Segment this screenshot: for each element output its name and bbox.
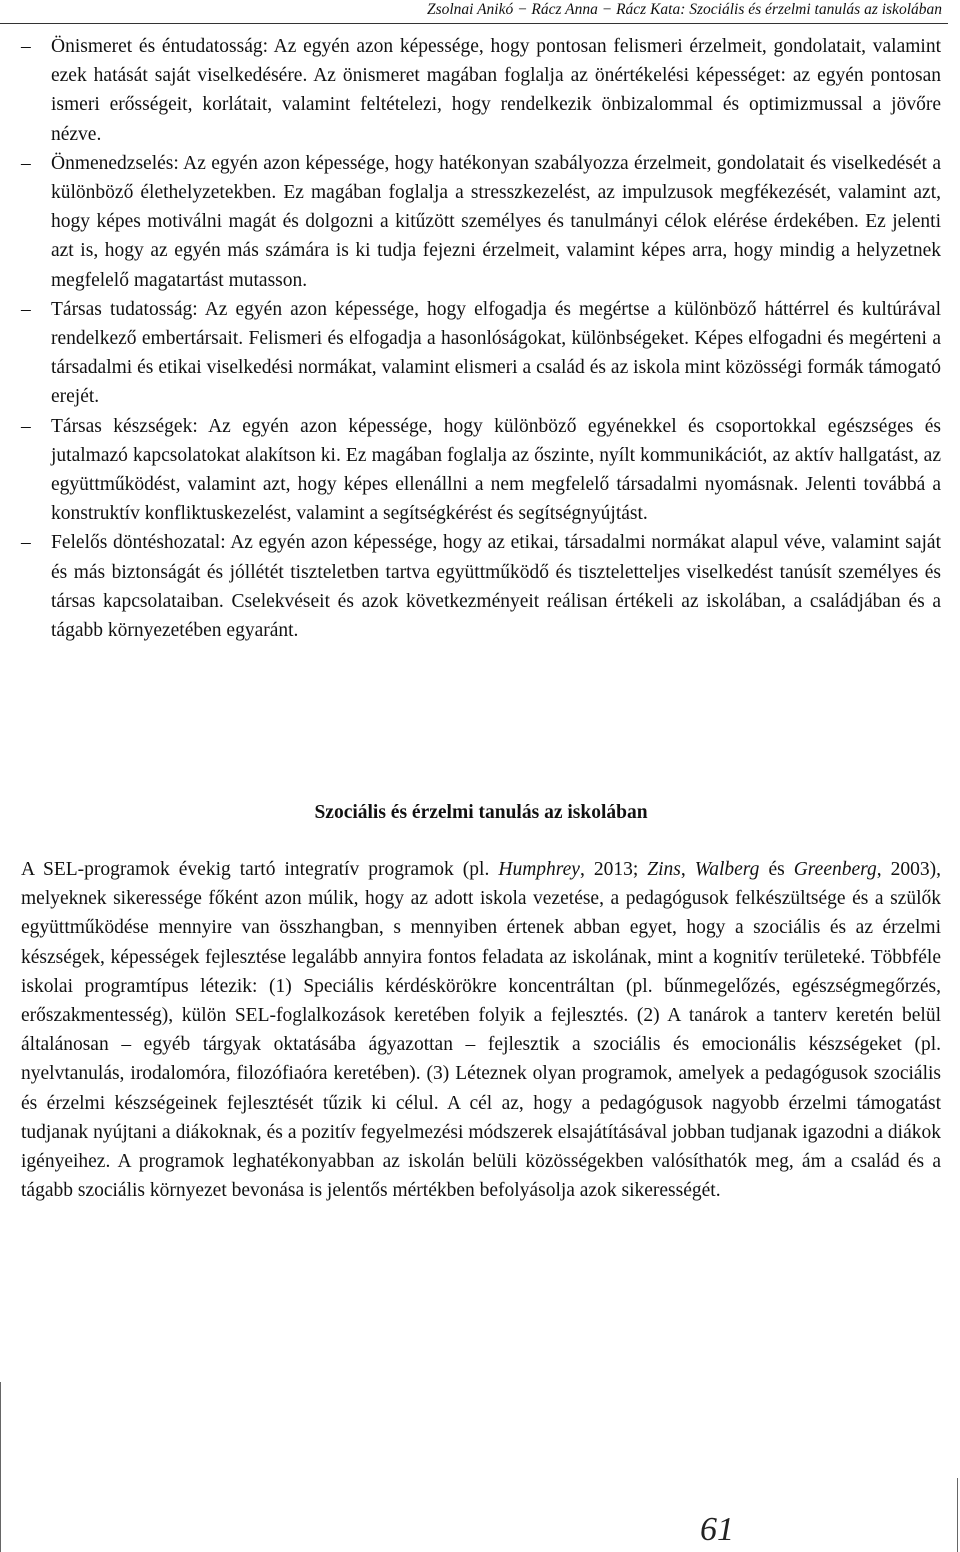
list-item-social-awareness [21, 295, 941, 412]
running-title: Zsolnai Anikó − Rácz Anna − Rácz Kata: Szociális és érzelmi tanulás az iskolában [426, 1, 942, 18]
paragraph-text: , [680, 859, 695, 880]
list-item-self-management [21, 149, 941, 295]
margin-rule-left [0, 1382, 1, 1552]
list-dash: – [21, 152, 31, 174]
page-number: 61 [700, 1511, 734, 1548]
list-item-responsible-decision-making [21, 528, 941, 645]
list-dash: – [21, 415, 31, 437]
paragraph-text: , 2013; [579, 859, 648, 880]
list-item-text: Önmenedzselés: Az egyén azon képessége, hogy hatékonyan szabályozza érzelmeit, gondolatait és viselkedését a különböző élethelyzetekben. Ez magában foglalja a stresszkezelést, az impulzusok megfékezését, valamint azt, hogy képes motiválni magát és dolgozni a kitűzött személyes és tanulmányi célok elérése érdekében. Ez jelenti azt is, hogy az egyén más számára is ki tudja fejezni érzelmeit, valamint képes arra, hogy mindig a helyzetnek megfelelő magatartást mutasson. [51, 152, 941, 291]
section-title: Szociális és érzelmi tanulás az iskolában [314, 802, 648, 823]
list-dash: – [21, 532, 31, 554]
citation-author: Greenberg [793, 859, 877, 880]
paragraph-text: és [759, 859, 794, 880]
list-item-text: Társas tudatosság: Az egyén azon képessége, hogy elfogadja és megértse a különböző háttérrel és kultúrával rendelkező embertársait. Felismeri és elfogadja a hasonlóságokat, különbségeket. Képes elfogadni és megérteni a társadalmi és etikai viselkedési normákat, valamint elismeri a család és az iskola mint közösségi formák támogató erejét. [51, 298, 941, 408]
citation-author: Humphrey [498, 859, 580, 880]
header-rule [0, 23, 948, 24]
citation-author: Zins [647, 859, 681, 880]
citation-author: Walberg [694, 859, 760, 880]
list-item-text: Felelős döntéshozatal: Az egyén azon képessége, hogy az etikai, társadalmi normákat alapul véve, valamint saját és más biztonságát és jóllétét tiszteletben tartva együttműködő és tiszteletteljes viselkedést tanúsít személyes és társas kapcsolataiban. Cselekvéseit és azok következményeit reálisan értékeli az iskolában, a családjában és a tágabb környezetében egyaránt. [51, 532, 941, 642]
body-paragraph [21, 855, 941, 1205]
margin-rule-right [957, 1478, 958, 1552]
list-dash: – [21, 298, 31, 320]
list-item-text: Önismeret és éntudatosság: Az egyén azon képessége, hogy pontosan felismeri érzelmeit, gondolatait, valamint ezek hatását saját viselkedésére. Az önismeret magában foglalja az önértékelési képességet: az egyén pontosan ismeri erősségeit, korlátait, valamint feltételezi, hogy rendelkezik önbizalommal és optimizmussal a jövőre nézve. [51, 36, 941, 145]
paragraph-text: , 2003), melyeknek sikeressége főként azon múlik, hogy az adott iskola vezetése, a pedagógusok felkészültsége és a szülők együttműködése mennyire van összhangban, s mennyiben értenek abban egyet, hogy a szociális és az érzelmi készségek, képességek fejlesztése legalább annyira fontos feladata az iskolának, mint a kognitív területeké. Többféle iskolai programtípus létezik: (1) Speciális kérdéskörökre koncentráltan (pl. bűnmegelőzés, egészségmegőrzés, erőszakmentesség), külön SEL-foglalkozások keretében folyik a fejlesztés. (2) A tanárok a tanterv keretén belül általánosan – egyéb tárgyak oktatásába ágyazottan – fejlesztik a szociális és emocionális készségeket (pl. nyelvtanulás, irodalomóra, filozófiaóra keretében). (3) Léteznek olyan programok, amelyek a pedagógusok szociális és érzelmi készségeinek fejlesztését tűzik ki célul. A cél az, hogy a pedagógusok nagyobb érzelmi támogatást tudjanak nyújtani a diákoknak, és a pozitív fegyelmezési módszerek elsajátításával jobban tudjanak igazodni a diákok igényeihez. A programok leghatékonyabban az iskolán belüli közösségekben valósíthatók meg, ám a család és a tágabb szociális környezet bevonása is jelentős mértékben befolyásolja azok sikerességét. [21, 859, 942, 1202]
list-item-relationship-skills [21, 412, 941, 529]
list-item-self-awareness [21, 32, 941, 149]
list-item-text: Társas készségek: Az egyén azon képessége, hogy különböző egyénekkel és csoportokkal egészséges és jutalmazó kapcsolatokat alakítson ki. Ez magában foglalja az őszinte, nyílt kommunikációt, az aktív hallgatást, az együttműködést, valamint azt, hogy képes ellenállni a nem megfelelő társadalmi nyomásnak. Jelenti továbbá a konstruktív konfliktuskezelést, valamint a segítségkérést és segítségnyújtást. [51, 415, 941, 525]
paragraph-text: A SEL-programok évekig tartó integratív programok (pl. [21, 859, 499, 880]
running-header [0, 0, 942, 20]
competence-list [21, 32, 941, 645]
list-dash: – [21, 36, 31, 57]
